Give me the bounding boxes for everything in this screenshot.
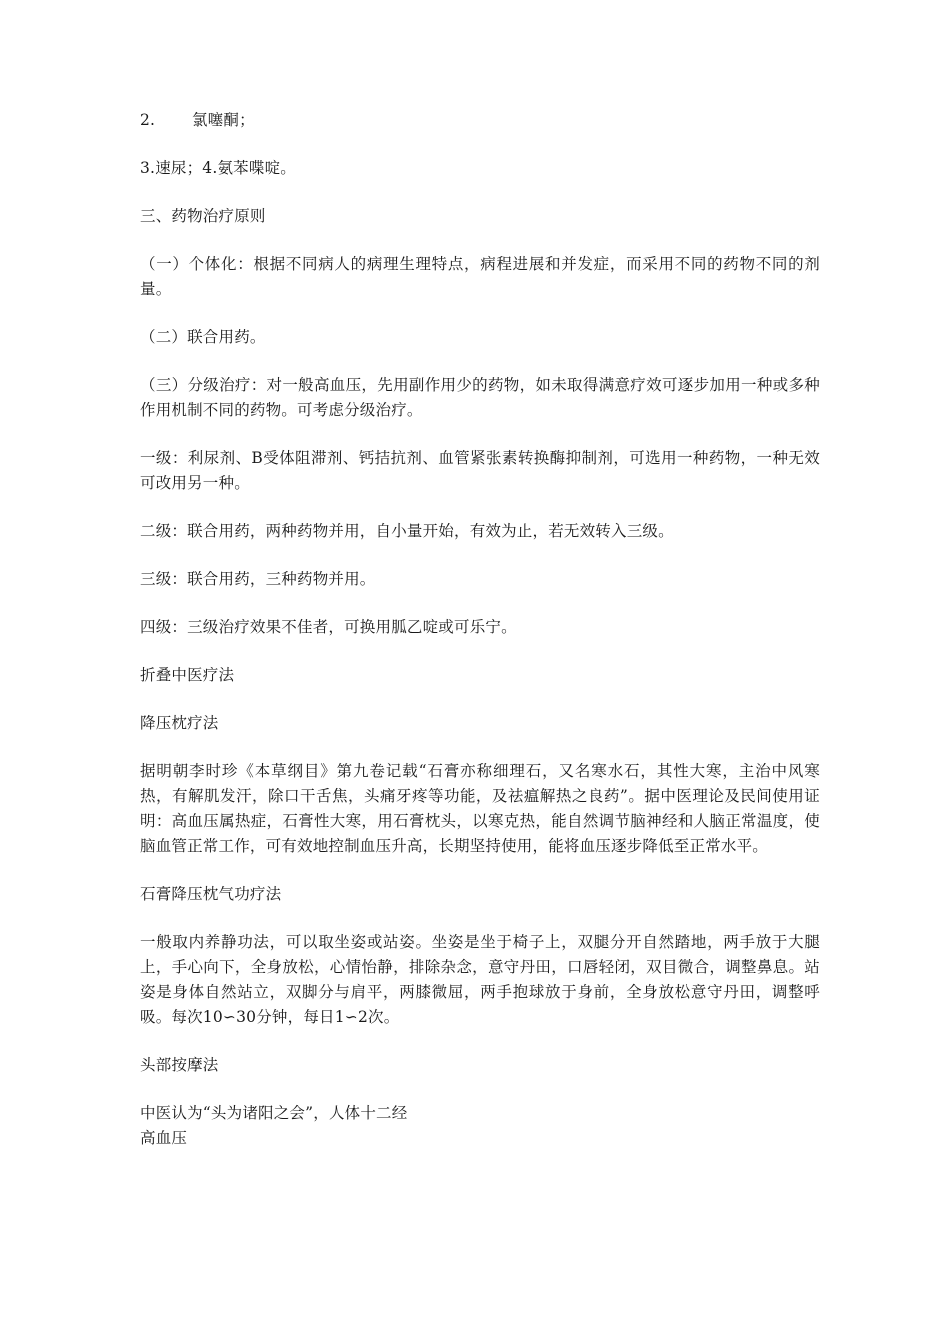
paragraph-level-2: 二级：联合用药，两种药物并用，自小量开始，有效为止，若无效转入三级。	[140, 522, 674, 540]
document-page	[140, 108, 820, 1151]
section-heading-principles: 三、药物治疗原则	[140, 207, 266, 225]
diuretics-line: 3.速尿；4.氨苯喋啶。	[140, 159, 296, 177]
paragraph-individualization: （一）个体化：根据不同病人的病理生理特点，病程进展和并发症，而采用不同的药物不同的剂量。	[140, 255, 820, 298]
heading-head-massage: 头部按摩法	[140, 1056, 219, 1074]
paragraph-level-4: 四级：三级治疗效果不佳者，可换用胍乙啶或可乐宁。	[140, 618, 517, 636]
paragraph-qigong: 一般取内养静功法，可以取坐姿或站姿。坐姿是坐于椅子上，双腿分开自然踏地，两手放于大腿上，手心向下，全身放松，心情怡静，排除杂念，意守丹田，口唇轻闭，双目微合，调整鼻息。站姿是身体自然站立，双脚分与肩平，两膝微屈，两手抱球放于身前，全身放松意守丹田，调整呼吸。每次10∽30分钟，每日1∽2次。	[140, 933, 820, 1026]
list-number: 2.	[140, 111, 156, 129]
heading-qigong: 石膏降压枕气功疗法	[140, 885, 282, 903]
paragraph-head-massage: 中医认为“头为诸阳之会”，人体十二经	[140, 1104, 408, 1122]
paragraph-level-3: 三级：联合用药，三种药物并用。	[140, 570, 376, 588]
list-item-chlorthalidone	[140, 108, 820, 133]
trailing-text: 高血压	[140, 1129, 188, 1147]
paragraph-level-1: 一级：利尿剂、B受体阻滞剂、钙拮抗剂、血管紧张素转换酶抑制剂，可选用一种药物，一种无效可改用另一种。	[140, 449, 820, 492]
paragraph-pillow-therapy: 据明朝李时珍《本草纲目》第九卷记载“石膏亦称细理石，又名寒水石，其性大寒，主治中风寒热，有解肌发汗，除口干舌焦，头痛牙疼等功能，及祛瘟解热之良药”。据中医理论及民间使用证明：高血压属热症，石膏性大寒，用石膏枕头，以寒克热，能自然调节脑神经和人脑正常温度，使脑血管正常工作，可有效地控制血压升高，长期坚持使用，能将血压逐步降低至正常水平。	[140, 762, 820, 855]
list-text: 氯噻酮；	[192, 111, 255, 129]
heading-tcm: 折叠中医疗法	[140, 666, 235, 684]
paragraph-stepwise: （三）分级治疗：对一般高血压，先用副作用少的药物，如未取得满意疗效可逐步加用一种或多种作用机制不同的药物。可考虑分级治疗。	[140, 376, 820, 419]
paragraph-combination: （二）联合用药。	[140, 328, 266, 346]
heading-pillow-therapy: 降压枕疗法	[140, 714, 219, 732]
